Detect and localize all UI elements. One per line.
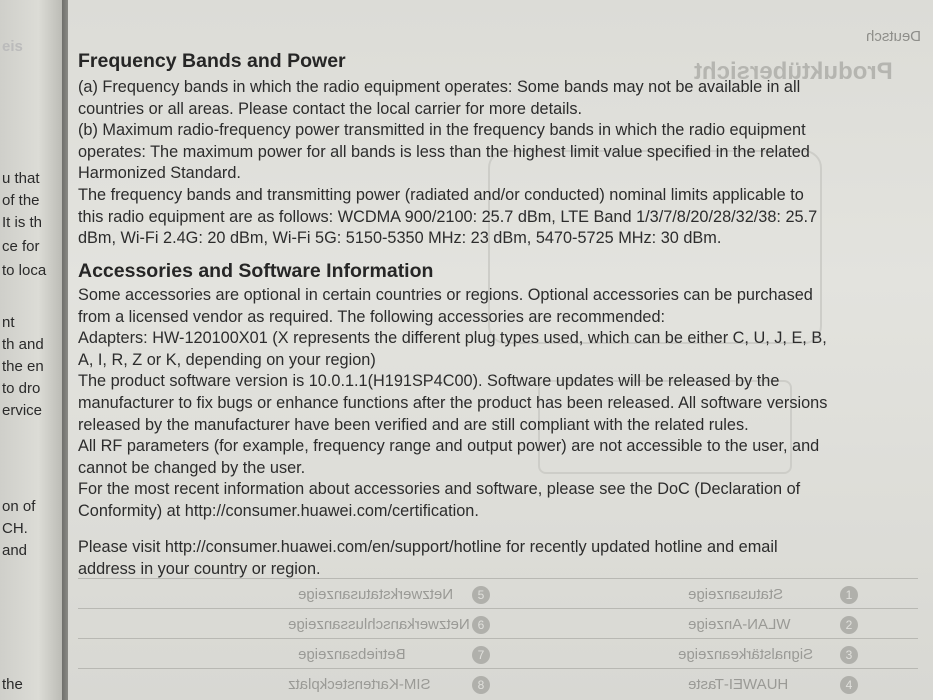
- text-line: Please visit http://consumer.huawei.com/en/support/hotline for recently updated hotline and email: [78, 538, 778, 556]
- frequency-paragraph: [78, 77, 817, 250]
- table-rule: [78, 608, 918, 609]
- section-title-accessories: Accessories and Software Information: [78, 260, 434, 282]
- table-rule: [78, 638, 918, 639]
- mirrored-row-label: Statusanzeige: [688, 586, 784, 603]
- left-fragment: ervice: [2, 402, 43, 419]
- row-number-badge: 7: [472, 646, 490, 664]
- left-fragment: ce for: [2, 238, 40, 255]
- text-line: operates: The maximum power for all bands is less than the highest limit value specified in the related: [78, 142, 810, 161]
- row-number-badge: 1: [840, 586, 858, 604]
- left-fragment: to dro: [2, 380, 41, 397]
- mirrored-row-label: Netzwerkstatusanzeige: [298, 586, 454, 603]
- mirrored-header: Deutsch: [865, 28, 921, 45]
- hotline-paragraph: [78, 537, 778, 580]
- accessories-paragraph: [78, 285, 827, 523]
- left-fragment: to loca: [2, 262, 47, 279]
- left-fragment: CH.: [2, 520, 28, 537]
- section-title-frequency: Frequency Bands and Power: [78, 50, 346, 72]
- table-rule: [78, 668, 918, 669]
- text-line: All RF parameters (for example, frequency range and output power) are not accessible to the user, and: [78, 437, 820, 456]
- row-number-badge: 2: [840, 616, 858, 634]
- table-rule: [78, 578, 918, 579]
- mirrored-row-label: SIM-Kartensteckplatz: [288, 676, 431, 693]
- text-line: For the most recent information about accessories and software, please see the DoC (Declaration of: [78, 480, 801, 499]
- left-fragment: and: [2, 542, 28, 559]
- left-fragment: eis: [2, 38, 23, 55]
- text-line: from a licensed vendor as required. The following accessories are recommended:: [78, 307, 666, 326]
- mirrored-row-label: WLAN-Anzeige: [688, 616, 791, 633]
- left-fragment: the: [2, 676, 23, 693]
- left-fragment: the en: [2, 358, 44, 375]
- text-line: this radio equipment are as follows: WCDMA 900/2100: 25.7 dBm, LTE Band 1/3/7/8/20/28/32/38: 25.7: [78, 207, 818, 226]
- text-line: released by the manufacturer have been verified and are still compliant with the related rules.: [78, 415, 749, 434]
- text-line: countries or all areas. Please contact the local carrier for more details.: [78, 99, 583, 118]
- text-line: The frequency bands and transmitting power (radiated and/or conducted) nominal limits applicable to: [78, 185, 804, 204]
- text-line: dBm, Wi-Fi 2.4G: 20 dBm, Wi-Fi 5G: 5150-5350 MHz: 23 dBm, 5470-5725 MHz: 30 dBm.: [78, 229, 722, 248]
- text-line: manufacturer to fix bugs or enhance functions after the product has been released. All software versions: [78, 393, 828, 412]
- left-fragment: of the: [2, 192, 40, 209]
- text-line: (b) Maximum radio-frequency power transmitted in the frequency bands in which the radio equipment: [78, 121, 806, 140]
- mirrored-title: Produktübersicht: [694, 58, 893, 85]
- text-line: Adapters: HW-120100X01 (X represents the different plug types used, which can be either C, U, J, E, B,: [78, 329, 827, 348]
- left-fragment: u that: [2, 170, 40, 187]
- row-number-badge: 5: [472, 586, 490, 604]
- row-number-badge: 4: [840, 676, 858, 694]
- mirrored-row-label: Betriebsanzeige: [298, 646, 406, 663]
- mirrored-row-label: Netzwerkanschlussanzeige: [288, 616, 470, 633]
- text-line: Some accessories are optional in certain countries or regions. Optional accessories can be purchased: [78, 286, 813, 304]
- text-line: cannot be changed by the user.: [78, 458, 306, 477]
- manual-page: [68, 0, 933, 700]
- mirrored-row-label: Signalstärkeanzeige: [678, 646, 814, 663]
- text-line: (a) Frequency bands in which the radio equipment operates: Some bands may not be available in all: [78, 78, 801, 96]
- row-number-badge: 8: [472, 676, 490, 694]
- text-line: A, I, R, Z or K, depending on your region): [78, 350, 376, 369]
- mirrored-row-label: HUAWEI-Taste: [688, 676, 789, 693]
- left-fragment: nt: [2, 314, 15, 331]
- left-fragment: It is th: [2, 214, 43, 231]
- left-page-edge: [0, 0, 64, 700]
- row-number-badge: 3: [840, 646, 858, 664]
- row-number-badge: 6: [472, 616, 490, 634]
- text-line: address in your country or region.: [78, 559, 321, 578]
- text-line: The product software version is 10.0.1.1(H191SP4C00). Software updates will be released by the: [78, 372, 780, 391]
- left-fragment: on of: [2, 498, 36, 515]
- left-fragment: th and: [2, 336, 44, 353]
- text-line: Conformity) at http://consumer.huawei.com/certification.: [78, 501, 479, 520]
- text-line: Harmonized Standard.: [78, 164, 241, 183]
